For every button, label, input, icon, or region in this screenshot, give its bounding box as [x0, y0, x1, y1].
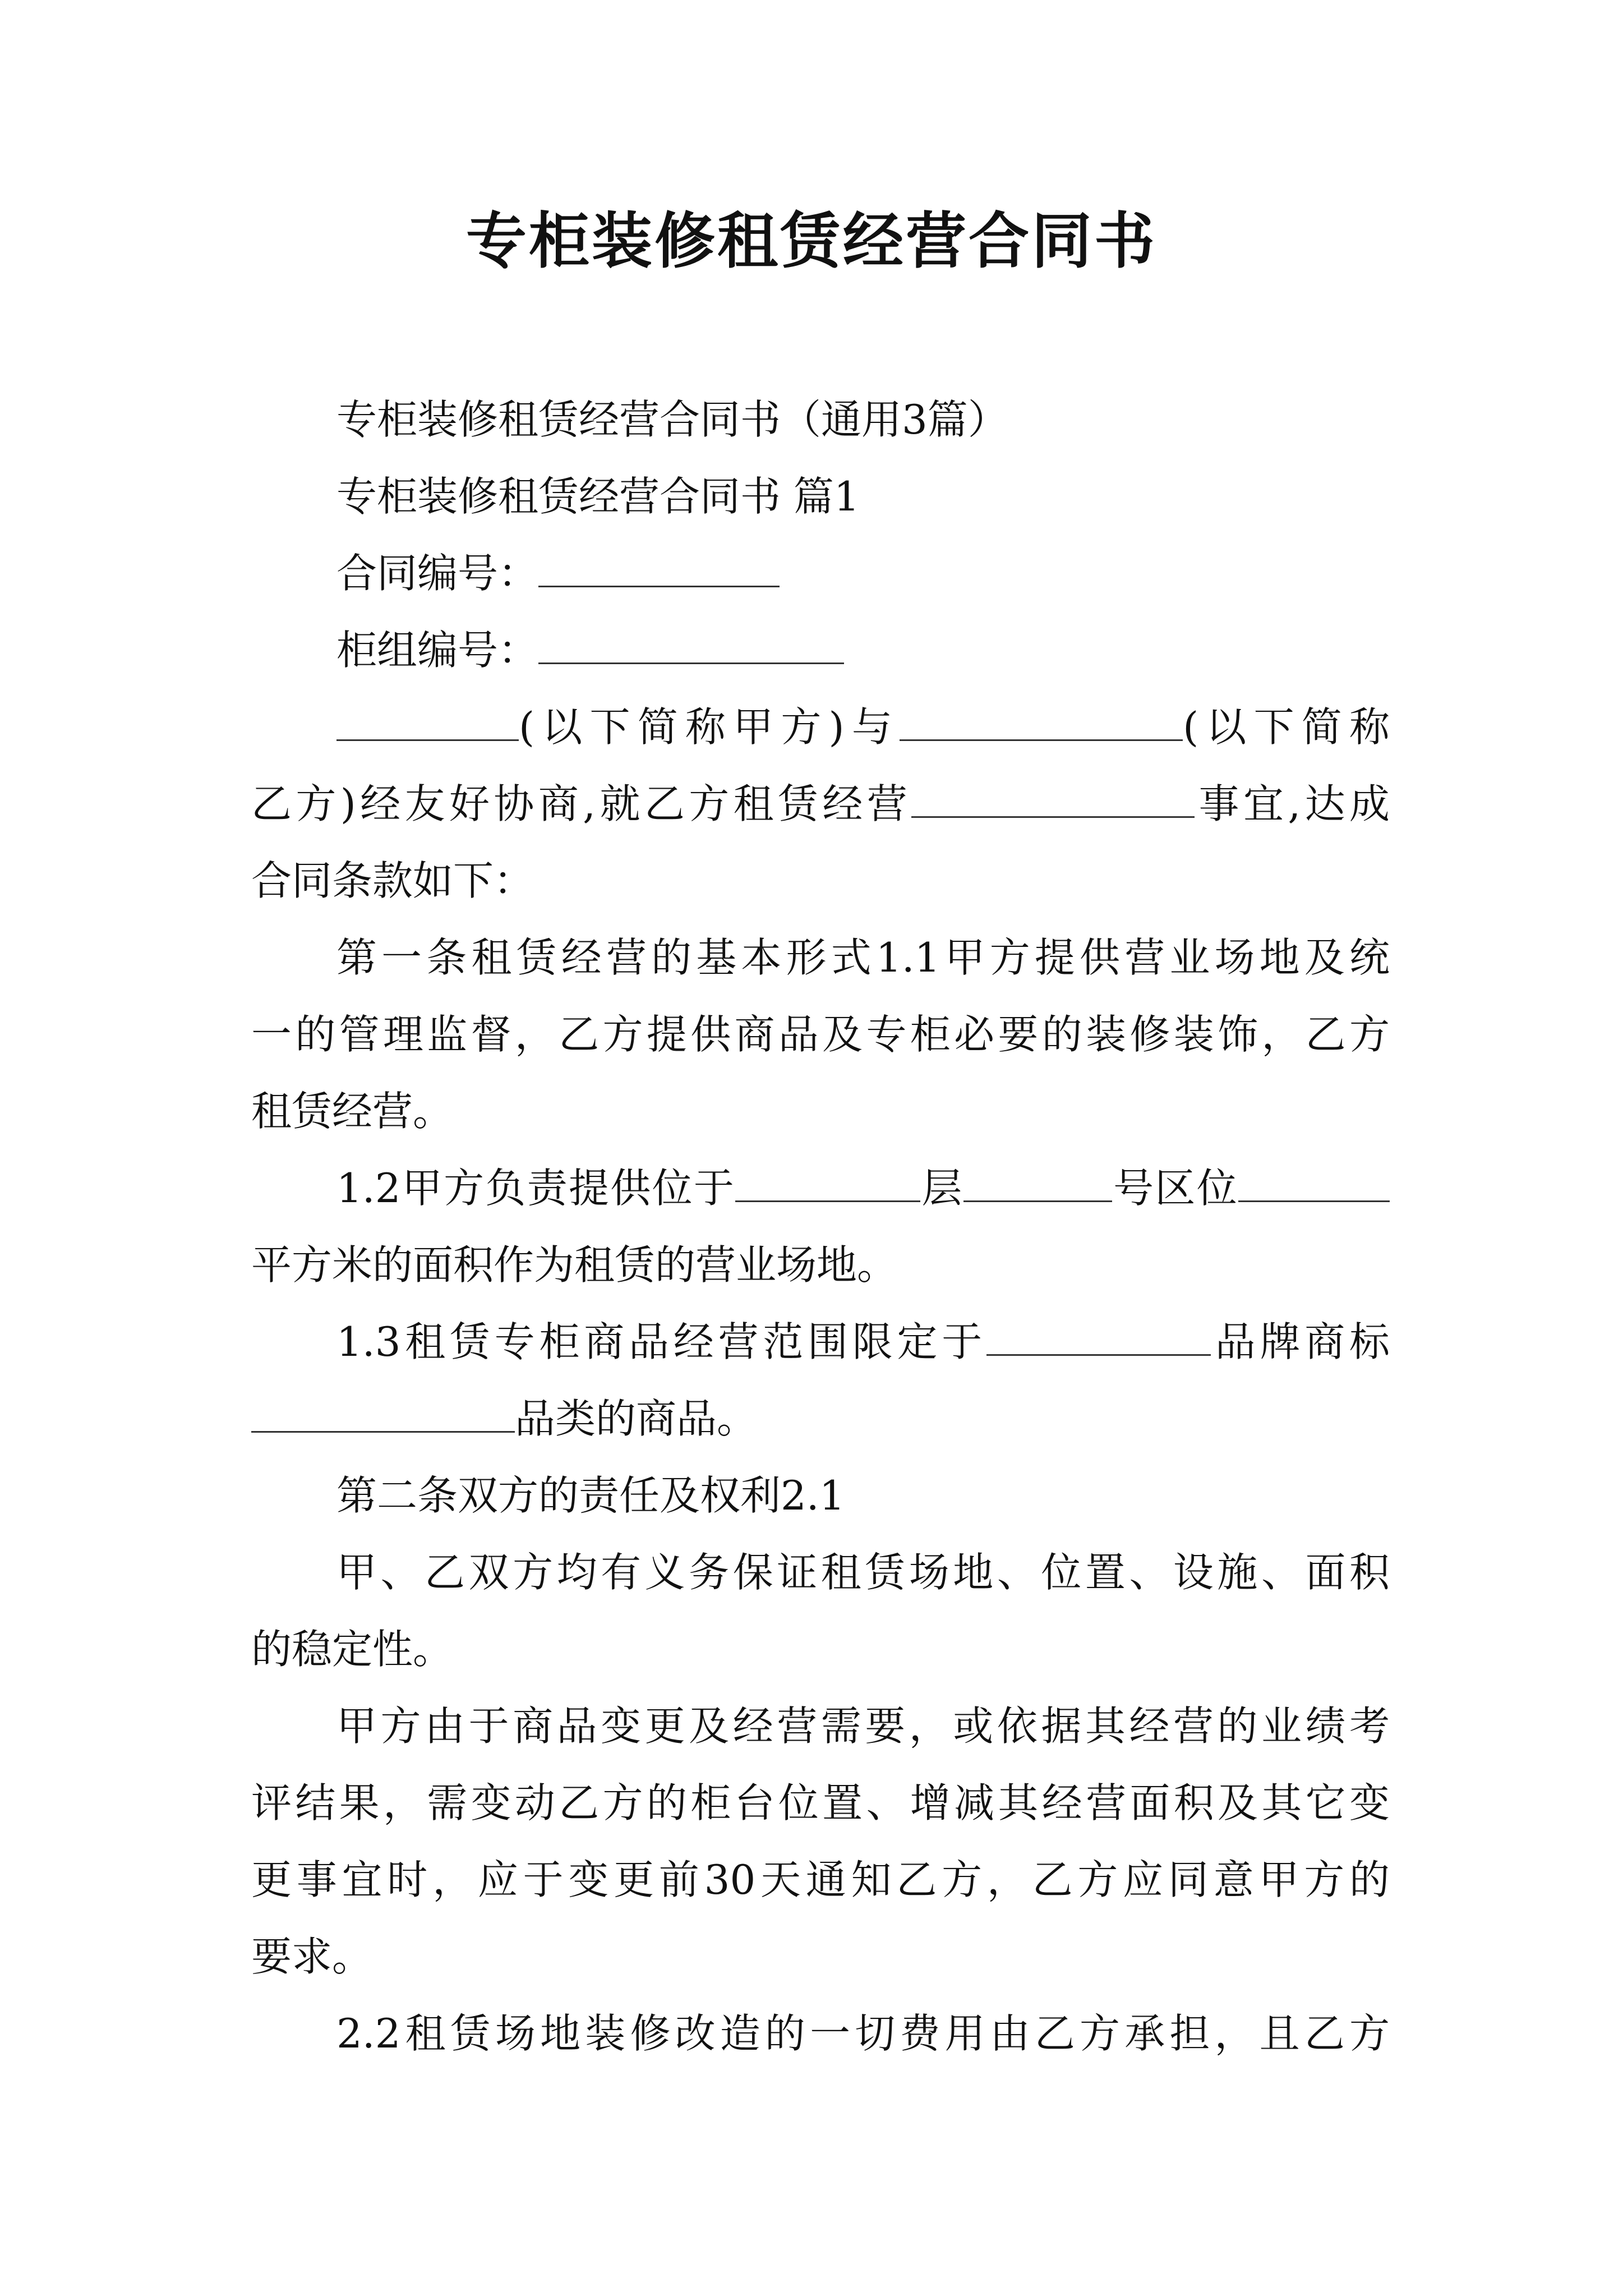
text-line — [251, 919, 1390, 996]
line-text: 专柜装修租赁经营合同书（通用3篇） — [336, 396, 1008, 443]
fill-in-blank — [963, 1163, 1112, 1202]
text-line — [251, 1995, 1390, 2072]
line-text: 专柜装修租赁经营合同书 篇1 — [336, 473, 860, 520]
text-line — [251, 1842, 1390, 1918]
line-text: 1.3租赁专柜商品经营范围限定于 — [336, 1318, 986, 1365]
text-line — [251, 1227, 1390, 1304]
text-line — [251, 689, 1390, 766]
text-line — [251, 1918, 1390, 1995]
fill-in-blank — [538, 625, 844, 664]
line-text: 一的管理监督，乙方提供商品及专柜必要的装修装饰，乙方 — [251, 1011, 1390, 1058]
line-text: 甲方由于商品变更及经营需要，或依据其经营的业绩考 — [336, 1703, 1390, 1750]
text-line — [251, 996, 1390, 1073]
text-line — [251, 612, 1390, 689]
line-text: 租赁经营。 — [251, 1088, 454, 1135]
text-line — [251, 1534, 1390, 1611]
text-line — [251, 1150, 1390, 1227]
text-line — [251, 458, 1390, 535]
text-line — [251, 1381, 1390, 1457]
text-line — [251, 1688, 1390, 1765]
text-line — [251, 1457, 1390, 1534]
line-text: 第二条双方的责任及权利2.1 — [336, 1472, 845, 1519]
line-text: 第一条租赁经营的基本形式1.1甲方提供营业场地及统 — [336, 934, 1390, 981]
line-text: (以下简称 — [1183, 703, 1390, 751]
text-line — [251, 766, 1390, 843]
line-text: 乙方)经友好协商,就乙方租赁经营 — [251, 780, 912, 827]
document-title: 专柜装修租赁经营合同书 — [465, 206, 1157, 277]
line-text: 合同条款如下： — [251, 857, 534, 904]
line-text: 2.2租赁场地装修改造的一切费用由乙方承担，且乙方 — [336, 2010, 1390, 2057]
line-text: 事宜,达成 — [1195, 780, 1390, 827]
text-line — [251, 843, 1390, 919]
fill-in-blank — [538, 549, 780, 587]
line-text: 1.2甲方负责提供位于 — [336, 1165, 736, 1212]
text-line — [251, 1765, 1390, 1842]
text-line — [251, 381, 1390, 458]
fill-in-blank — [251, 1394, 515, 1433]
fill-in-blank — [911, 779, 1195, 818]
line-text: 柜组编号： — [336, 627, 539, 674]
line-text: 的稳定性。 — [251, 1626, 454, 1673]
fill-in-blank — [986, 1317, 1211, 1356]
line-text: 合同编号： — [336, 550, 539, 597]
text-line — [251, 1073, 1390, 1150]
line-text: 甲、乙双方均有义务保证租赁场地、位置、设施、面积 — [336, 1549, 1390, 1596]
line-text: 层 — [920, 1165, 963, 1212]
line-text: 品牌商标 — [1210, 1318, 1390, 1365]
fill-in-blank — [900, 702, 1183, 741]
line-text: 更事宜时，应于变更前30天通知乙方，乙方应同意甲方的 — [251, 1856, 1390, 1903]
line-text: (以下简称甲方)与 — [519, 703, 900, 751]
text-line — [251, 535, 1390, 612]
text-line — [251, 1304, 1390, 1381]
line-text: 号区位 — [1112, 1165, 1238, 1212]
line-text: 要求。 — [251, 1933, 373, 1980]
fill-in-blank — [1238, 1163, 1390, 1202]
document-body — [251, 381, 1390, 2072]
line-text: 平方米的面积作为租赁的营业场地。 — [251, 1241, 898, 1289]
fill-in-blank — [735, 1163, 920, 1202]
line-text: 评结果，需变动乙方的柜台位置、增减其经营面积及其它变 — [251, 1779, 1390, 1826]
fill-in-blank — [336, 702, 519, 741]
line-text: 品类的商品。 — [515, 1395, 758, 1442]
text-line — [251, 1611, 1390, 1688]
